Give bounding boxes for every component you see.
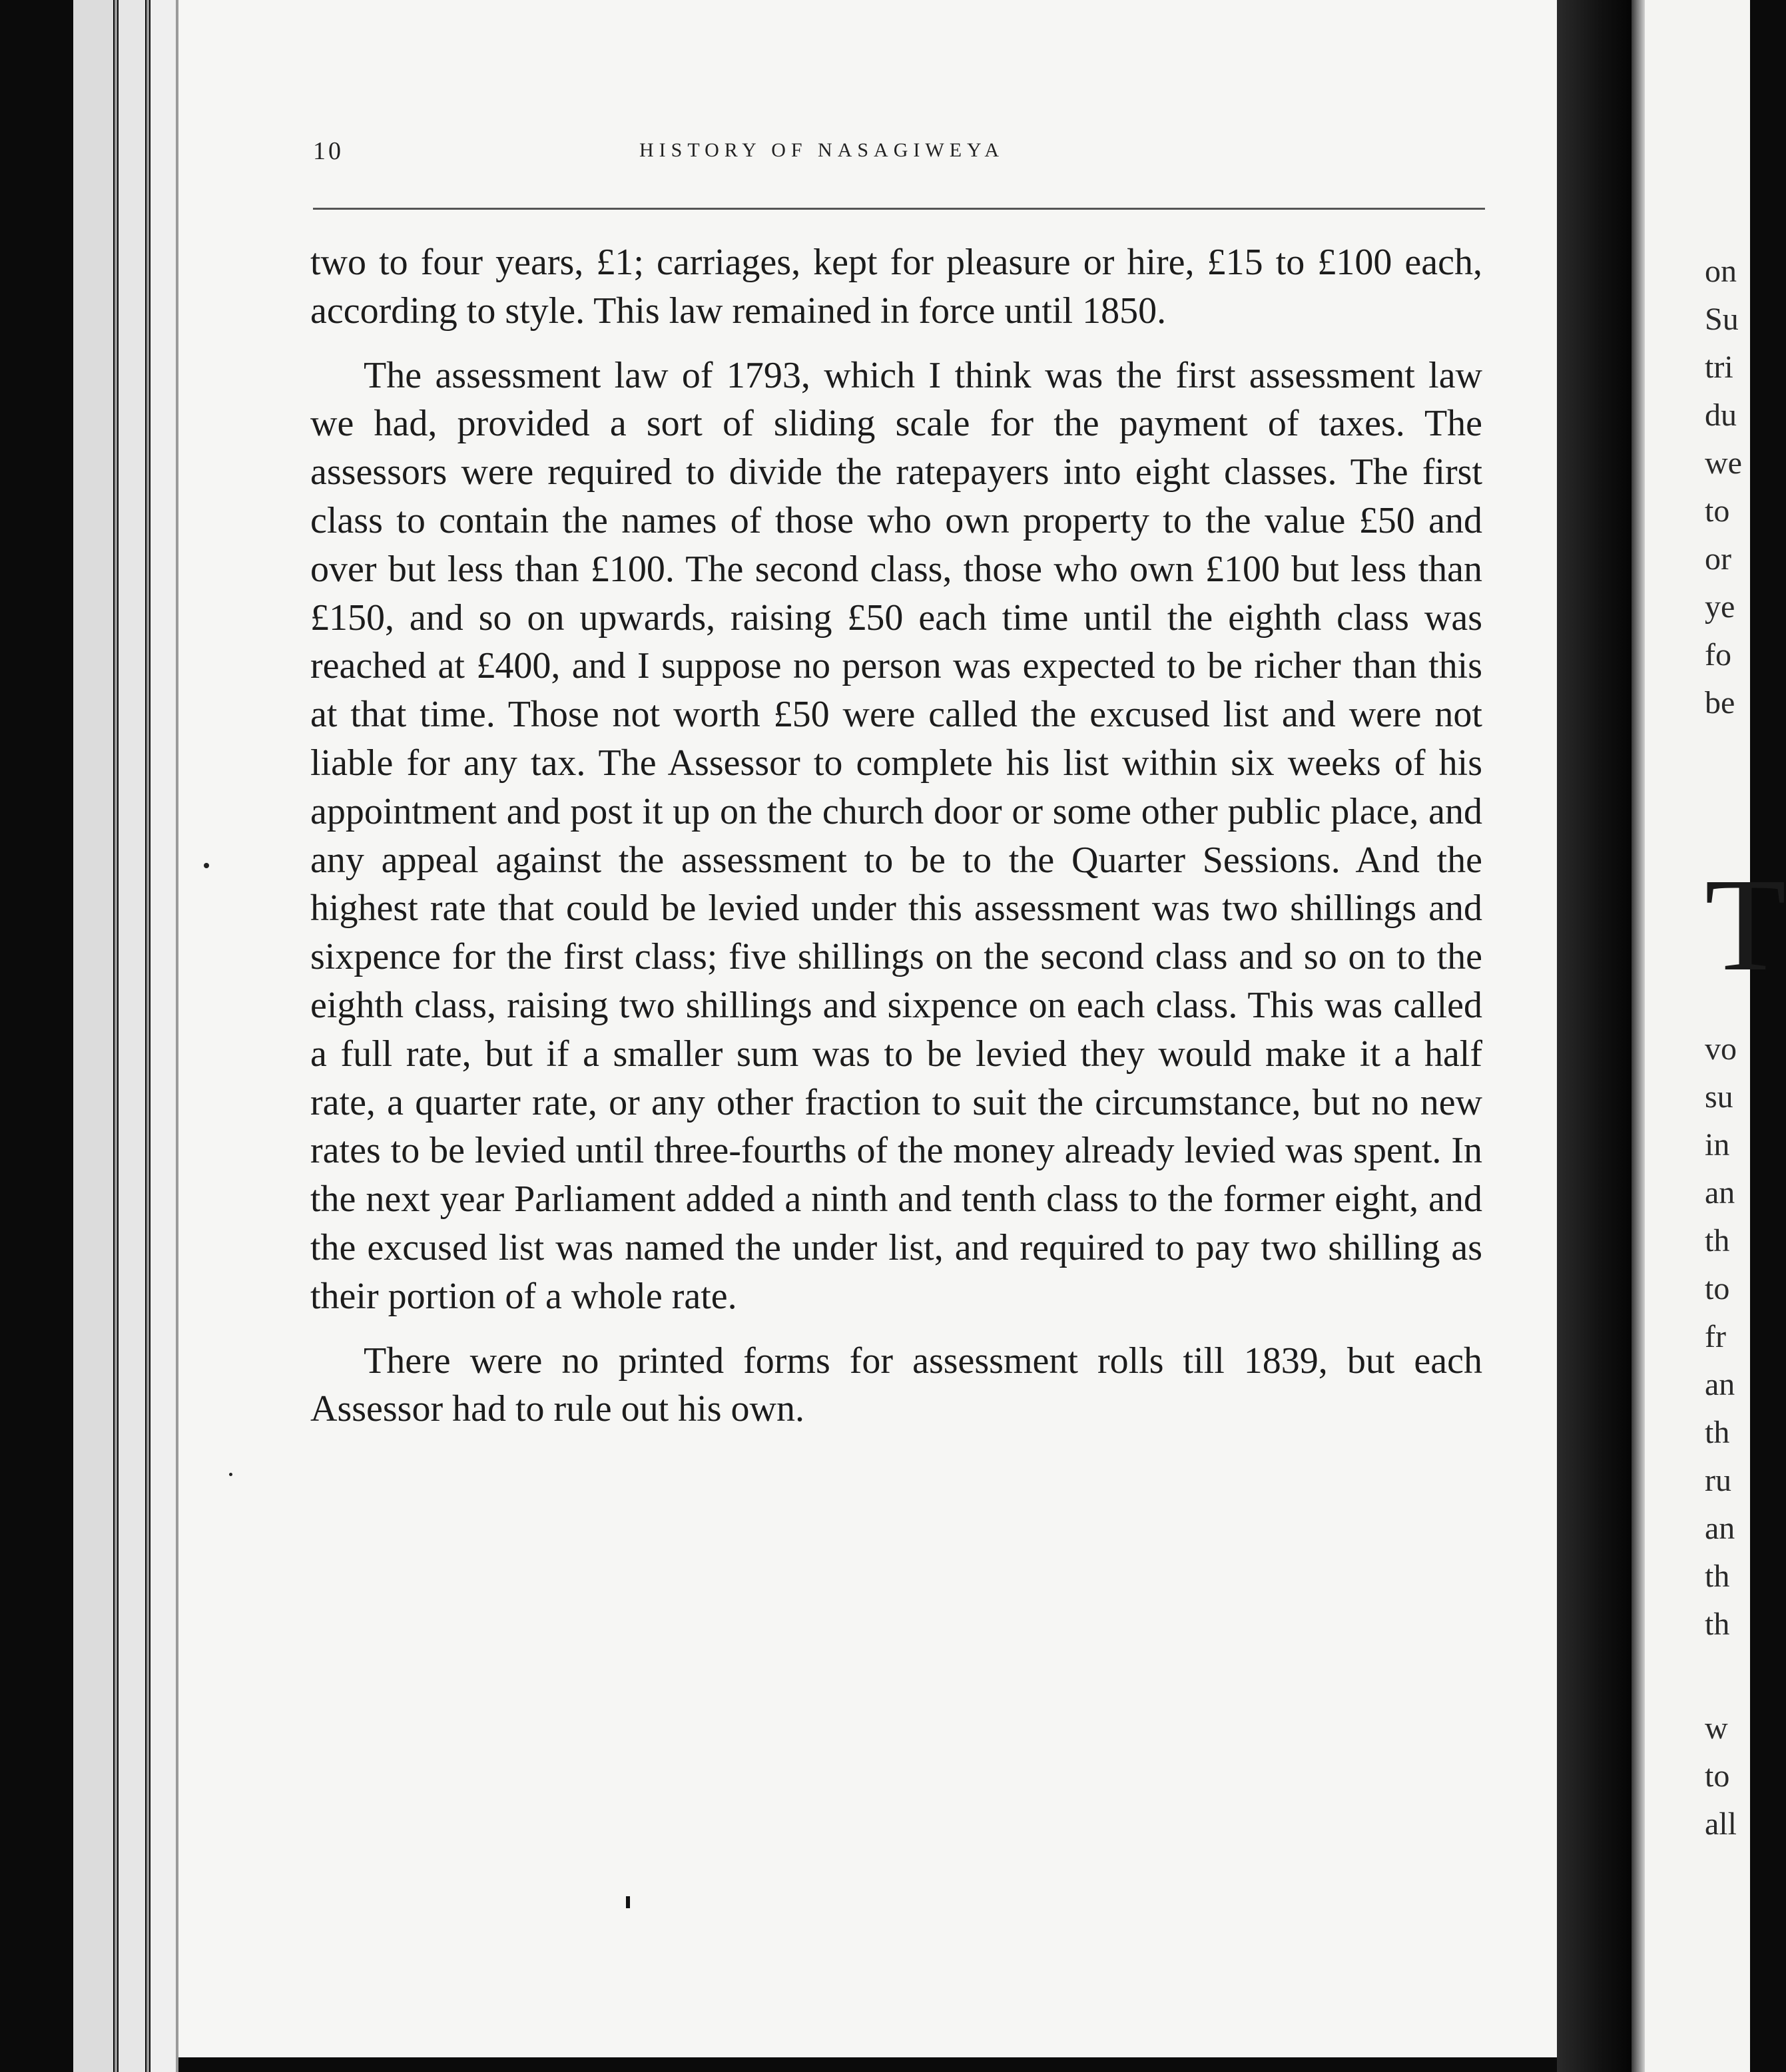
book-gutter bbox=[1557, 0, 1632, 2072]
page-edge-strip bbox=[119, 0, 145, 2072]
facing-fragment: in bbox=[1705, 1127, 1730, 1163]
paragraph: There were no printed forms for assessment rolls till 1839, but each Assessor had to rule out his own. bbox=[310, 1340, 1482, 1430]
facing-fragment: th bbox=[1705, 1607, 1730, 1642]
facing-fragment: an bbox=[1705, 1367, 1735, 1402]
facing-fragment: we bbox=[1705, 445, 1742, 481]
facing-fragment: ye bbox=[1705, 589, 1735, 625]
facing-fragment: to bbox=[1705, 1758, 1730, 1794]
facing-fragment: th bbox=[1705, 1559, 1730, 1594]
facing-fragment: su bbox=[1705, 1079, 1733, 1115]
page-edge-strip bbox=[73, 0, 113, 2072]
facing-fragment: all bbox=[1705, 1806, 1737, 1842]
running-head: HISTORY OF NASAGIWEYA bbox=[639, 139, 1005, 161]
facing-fragment: fo bbox=[1705, 637, 1731, 672]
paragraph: two to four years, £1; carriages, kept for pleasure or hire, £15 to £100 each, according to style. This law remained in force until 1850. bbox=[310, 242, 1482, 332]
facing-page-fragments-bottom bbox=[1705, 1704, 1785, 1848]
facing-fragment: du bbox=[1705, 397, 1737, 433]
body-text bbox=[310, 238, 1482, 1433]
facing-fragment: th bbox=[1705, 1223, 1730, 1258]
page-edge-line bbox=[115, 0, 117, 2072]
header-rule bbox=[313, 208, 1485, 210]
page-edge-line bbox=[147, 0, 149, 2072]
facing-fragment: Su bbox=[1705, 302, 1739, 337]
facing-fragment: w bbox=[1705, 1710, 1728, 1746]
facing-fragment: fr bbox=[1705, 1319, 1726, 1354]
facing-fragment: on bbox=[1705, 254, 1737, 289]
facing-fragment: be bbox=[1705, 685, 1735, 720]
ink-speck bbox=[229, 1473, 232, 1476]
facing-page-fragments-top bbox=[1705, 248, 1785, 727]
facing-fragment: th bbox=[1705, 1415, 1730, 1450]
page-header bbox=[313, 136, 1485, 176]
ink-mark bbox=[626, 1896, 630, 1908]
facing-fragment: an bbox=[1705, 1511, 1735, 1546]
facing-fragment: ru bbox=[1705, 1463, 1731, 1498]
facing-fragment: tri bbox=[1705, 350, 1733, 385]
facing-fragment: an bbox=[1705, 1175, 1735, 1210]
facing-fragment: to bbox=[1705, 1271, 1730, 1306]
paragraph: The assessment law of 1793, which I think was the first assessment law we had, provided a sort of sliding scale for the payment of taxes. The assessors were required to divide the ratepayers into eight classes. The first class to contain the names of those who own property to the value £50 and over but less than £100. The second class, those who own £100 but less than £150, and so on upwards, raising £50 each time until the eighth class was reached at £400, and I suppose no person was expected to be richer than this at that time. Those not worth £50 were called the excused list and were not liable for any tax. The Assessor to complete his list within six weeks of his appointment and post it up on the church door or some other public place, and any appeal against the assessment to be to the Quarter Sessions. And the highest rate that could be levied under this assessment was two shillings and sixpence for the first class; five shillings on the second class and so on to the eighth class, raising two shillings and sixpence on each class. This was called a full rate, but if a smaller sum was to be levied they would make it a half rate, a quarter rate, or any other fraction to suit the circumstance, but no new rates to be levied until three-fourths of the money already levied was spent. In the next year Parliament added a ninth and tenth class to the former eight, and the excused list was named the under list, and required to pay two shilling as their portion of a whole rate. bbox=[310, 354, 1482, 1317]
page-edge-strip bbox=[150, 0, 177, 2072]
facing-drop-cap: T bbox=[1705, 852, 1786, 999]
ink-speck bbox=[204, 863, 209, 868]
facing-fragment: to bbox=[1705, 493, 1730, 529]
facing-fragment: vo bbox=[1705, 1031, 1737, 1067]
facing-fragment: or bbox=[1705, 541, 1731, 577]
facing-page-fragments-middle bbox=[1705, 1025, 1785, 1649]
facing-page-spine bbox=[1632, 0, 1645, 2072]
page-number: 10 bbox=[313, 137, 344, 165]
